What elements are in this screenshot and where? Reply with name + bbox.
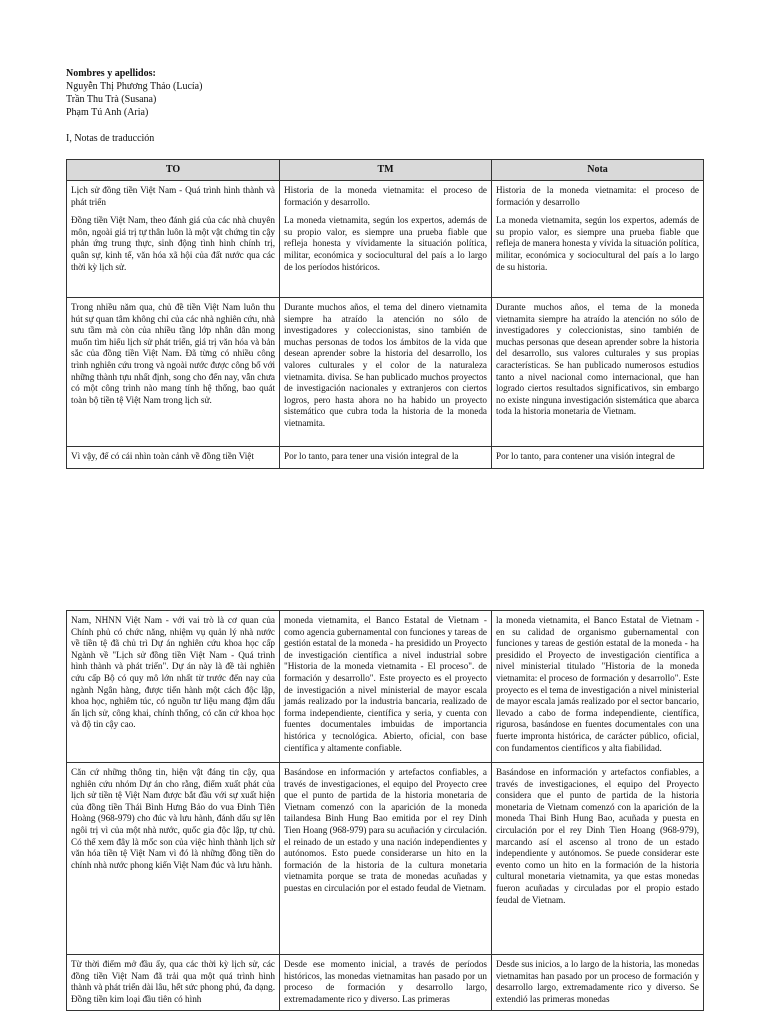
nota-cell bbox=[492, 298, 704, 447]
source-text: Nam, NHNN Việt Nam - với vai trò là cơ quan của Chính phủ có chức năng, nhiệm vụ quản lý nhà nước về tiền tệ đã chủ trì Dự án nghiên cứu khoa học cấp Ngành về "Lịch sử đồng tiền Việt Nam - Quá trình hình thành và phát triển". Dự án này là đề tài nghiên cứu cấp Bộ có quy mô lớn nhất từ trước đến nay của ngành Ngân hàng, được tiến hành một cách độc lập, khoa học, nghiêm túc, có nguồn tư liệu mang đậm dấu ấn lịch sử, công khai, chính thống, có căn cứ khoa học và độ tin cậy cao. bbox=[71, 615, 275, 730]
source-text: Căn cứ những thông tin, hiện vật đáng tin cậy, qua nghiên cứu nhóm Dự án cho rằng, điểm xuất phát của lịch sử tiền tệ Việt Nam được bắt đầu với sự xuất hiện của đồng tiền Thái Bình Hưng Bảo do vua Đinh Tiên Hoàng (968-979) cho đúc và lưu hành, đánh dấu sự lên ngôi trị vì của một nhà nước, quốc gia độc lập, tự chủ. Có thể xem đây là mốc son của việc hình thành lịch sử văn hóa tiền tệ Việt Nam vì đó là những đồng tiền do chính nhà nước phong kiến Việt Nam đúc và lưu hành. bbox=[71, 767, 275, 870]
nota-cell bbox=[492, 611, 704, 763]
document-header bbox=[66, 67, 202, 145]
author-name: Trần Thu Trà (Susana) bbox=[66, 94, 157, 105]
translation-text: Por lo tanto, para tener una visión integral de la bbox=[284, 451, 459, 461]
nota-cell bbox=[492, 955, 704, 1011]
to-cell bbox=[67, 298, 280, 447]
column-header-tm: TM bbox=[280, 160, 492, 181]
nota-cell bbox=[492, 447, 704, 469]
note-text: Durante muchos años, el tema de la moneda vietnamita siempre ha atraído la atención no sólo de investigadores y coleccionistas, sino también de muchas personas que desean aprender sobre la historia del desarrollo, sus valores culturales y sus propias características. Se han publicado numerosos estudios tanto a nivel nacional como internacional, que han logrado ciertos resultados significativos, sin embargo no existe ninguna investigación sistemática que abarca toda la historia monetaria de Vietnam. bbox=[496, 302, 699, 417]
column-header-nota: Nota bbox=[492, 160, 704, 181]
note-text: la moneda vietnamita, el Banco Estatal de Vietnam - en su calidad de organismo gubernamental con funciones y tareas de gestión estatal de la moneda - ha presidido el Proyecto de investigación científica a nivel ministerial titulado "Historia de la moneda vietnamita: el proceso de formación y desarrollo". Este proyecto es el tema de investigación a nivel ministerial de mayor escala jamás realizado por el sector bancario, llevado a cabo de forma independiente, científica, rigurosa, basándose en fuentes documentales con una fuerte impronta histórica, de carácter público, oficial, con fundamentos científicos y alta fiabilidad. bbox=[496, 615, 699, 753]
translation-text: moneda vietnamita, el Banco Estatal de Vietnam - como agencia gubernamental con funciones y tareas de gestión estatal de la moneda - ha presidido un Proyecto de investigación científica a nivel industrial sobre "Historia de la moneda vietnamita - El proceso". de formación y desarrollo". Este proyecto es el proyecto de investigación a nivel ministerial de mayor escala jamás realizado por la industria bancaria, realizado de forma independiente, científica y seria, y cuenta con fuentes documentales imbuidas de importancia histórica y tecnológica. Abierto, oficial, con base científica y altamente confiable. bbox=[284, 615, 487, 753]
source-text: Trong nhiều năm qua, chủ đề tiền Việt Nam luôn thu hút sự quan tâm không chỉ của các nhà nghiên cứu, nhà sưu tầm mà còn của nhiều tầng lớp nhân dân mong muốn tìm hiểu lịch sử phát triển, giá trị văn hóa và bản sắc của đồng tiền Việt Nam. Đã từng có nhiều công trình nghiên cứu trong và ngoài nước được công bố với những thành tựu nhất định, song cho đến nay, vẫn chưa có một công trình nào mang tính hệ thống, bao quát toàn bộ tiền tệ Việt Nam trong lịch sử. bbox=[71, 302, 275, 405]
note-text: Desde sus inicios, a lo largo de la historia, las monedas vietnamitas han pasado por un proceso de formación y desarrollo largo, extremadamente rico y diverso. Se extendió las primeras monedas bbox=[496, 959, 699, 1004]
note-text: Historia de la moneda vietnamita: el proceso de formación y desarrollo bbox=[496, 185, 699, 207]
translation-text: Desde ese momento inicial, a través de períodos históricos, las monedas vietnamitas han pasado por un proceso de formación y desarrollo largo, extremadamente rico y diverso. Las primeras bbox=[284, 959, 487, 1004]
nota-cell bbox=[492, 181, 704, 298]
table-header-row bbox=[67, 160, 704, 181]
source-text: Đồng tiền Việt Nam, theo đánh giá của các nhà chuyên môn, ngoài giá trị tự thân luôn là một vật chứng tin cậy phản ứng trung thực, sinh động tình hình chính trị, quân sự, kinh tế, văn hóa xã hội của đất nước qua các thời kỳ lịch sử. bbox=[71, 215, 275, 272]
note-text: Por lo tanto, para contener una visión integral de bbox=[496, 451, 675, 461]
translation-text: Basándose en información y artefactos confiables, a través de investigaciones, el equipo del Proyecto cree que el punto de partida de la historia monetaria de Vietnam comenzó con la aparición de la moneda tailandesa Binh Hung Bao emitida por el rey Dinh Tien Hoang (968-979) para su acuñación y circulación. el reinado de un estado y una nación independientes y autónomos. Esto puede considerarse un hito en la formación de la historia de la cultura monetaria vietnamita porque se trata de monedas acuñadas y puestas en circulación por el estado feudal de Vietnam. bbox=[284, 767, 487, 893]
author-name: Phạm Tú Anh (Aria) bbox=[66, 107, 149, 118]
source-text: Vì vậy, để có cái nhìn toàn cảnh về đồng tiền Việt bbox=[71, 451, 254, 461]
source-text: Lịch sử đồng tiền Việt Nam - Quá trình hình thành và phát triển bbox=[71, 185, 275, 207]
tm-cell bbox=[280, 763, 492, 955]
section-title: I, Notas de traducción bbox=[66, 133, 155, 144]
table-row bbox=[67, 763, 704, 955]
tm-cell bbox=[280, 611, 492, 763]
table-row bbox=[67, 955, 704, 1011]
to-cell bbox=[67, 181, 280, 298]
names-label: Nombres y apellidos: bbox=[66, 68, 156, 79]
table-row bbox=[67, 611, 704, 763]
translation-text: Durante muchos años, el tema del dinero vietnamita siempre ha atraído la atención no sólo de investigadores y coleccionistas, sino también de muchas personas de todos los ámbitos de la vida que desean aprender sobre la historia del desarrollo, los valores culturales y el color de la naturaleza vietnamita. divisa. Se han publicado muchos proyectos de investigación nacionales y extranjeros con ciertos logros, pero hasta ahora no ha habido un proyecto sistemático que cubra toda la historia de la moneda vietnamita. bbox=[284, 302, 487, 428]
to-cell bbox=[67, 447, 280, 469]
note-text: Basándose en información y artefactos confiables, a través de investigaciones, el equipo del Proyecto considera que el punto de partida de la historia monetaria de Vietnam comenzó con la aparición de la moneda Thai Binh Hung Bao, acuñada y puesta en circulación por el rey Dinh Tien Hoang (968-979), marcando así el ascenso al trono de un estado independiente y autónomos. Se puede considerar este evento como un hito en la formación de la historia cultural monetaria vietnamita, ya que estas monedas fueron acuñadas y circuladas por el propio estado feudal de Vietnam. bbox=[496, 767, 699, 905]
tm-cell bbox=[280, 298, 492, 447]
translation-text: Historia de la moneda vietnamita: el proceso de formación y desarrollo. bbox=[284, 185, 487, 207]
note-text: La moneda vietnamita, según los expertos, además de su propio valor, es siempre una prueba fiable que refleja de manera honesta y vívida la situación política, militar, económica y sociocultural del país a lo largo de su historia. bbox=[496, 215, 699, 272]
to-cell bbox=[67, 763, 280, 955]
source-text: Từ thời điểm mở đầu ấy, qua các thời kỳ lịch sử, các đồng tiền Việt Nam đã trải qua một quá trình hình thành và phát triển dài lâu, hết sức phong phú, đa dạng. Đồng tiền kim loại đầu tiên có hình bbox=[71, 959, 275, 1004]
table-row bbox=[67, 298, 704, 447]
table-row bbox=[67, 181, 704, 298]
column-header-to: TO bbox=[67, 160, 280, 181]
tm-cell bbox=[280, 181, 492, 298]
to-cell bbox=[67, 955, 280, 1011]
translation-text: La moneda vietnamita, según los expertos, además de su propio valor, es siempre una prueba fiable que refleja honesta y vívidamente la situación política, militar, económica y sociocultural del país a lo largo de los períodos históricos. bbox=[284, 215, 487, 272]
table-row bbox=[67, 447, 704, 469]
nota-cell bbox=[492, 763, 704, 955]
translation-table-page1 bbox=[66, 159, 704, 469]
author-name: Nguyễn Thị Phương Thảo (Lucía) bbox=[66, 81, 203, 92]
translation-table-page2 bbox=[66, 610, 704, 1011]
tm-cell bbox=[280, 955, 492, 1011]
to-cell bbox=[67, 611, 280, 763]
tm-cell bbox=[280, 447, 492, 469]
